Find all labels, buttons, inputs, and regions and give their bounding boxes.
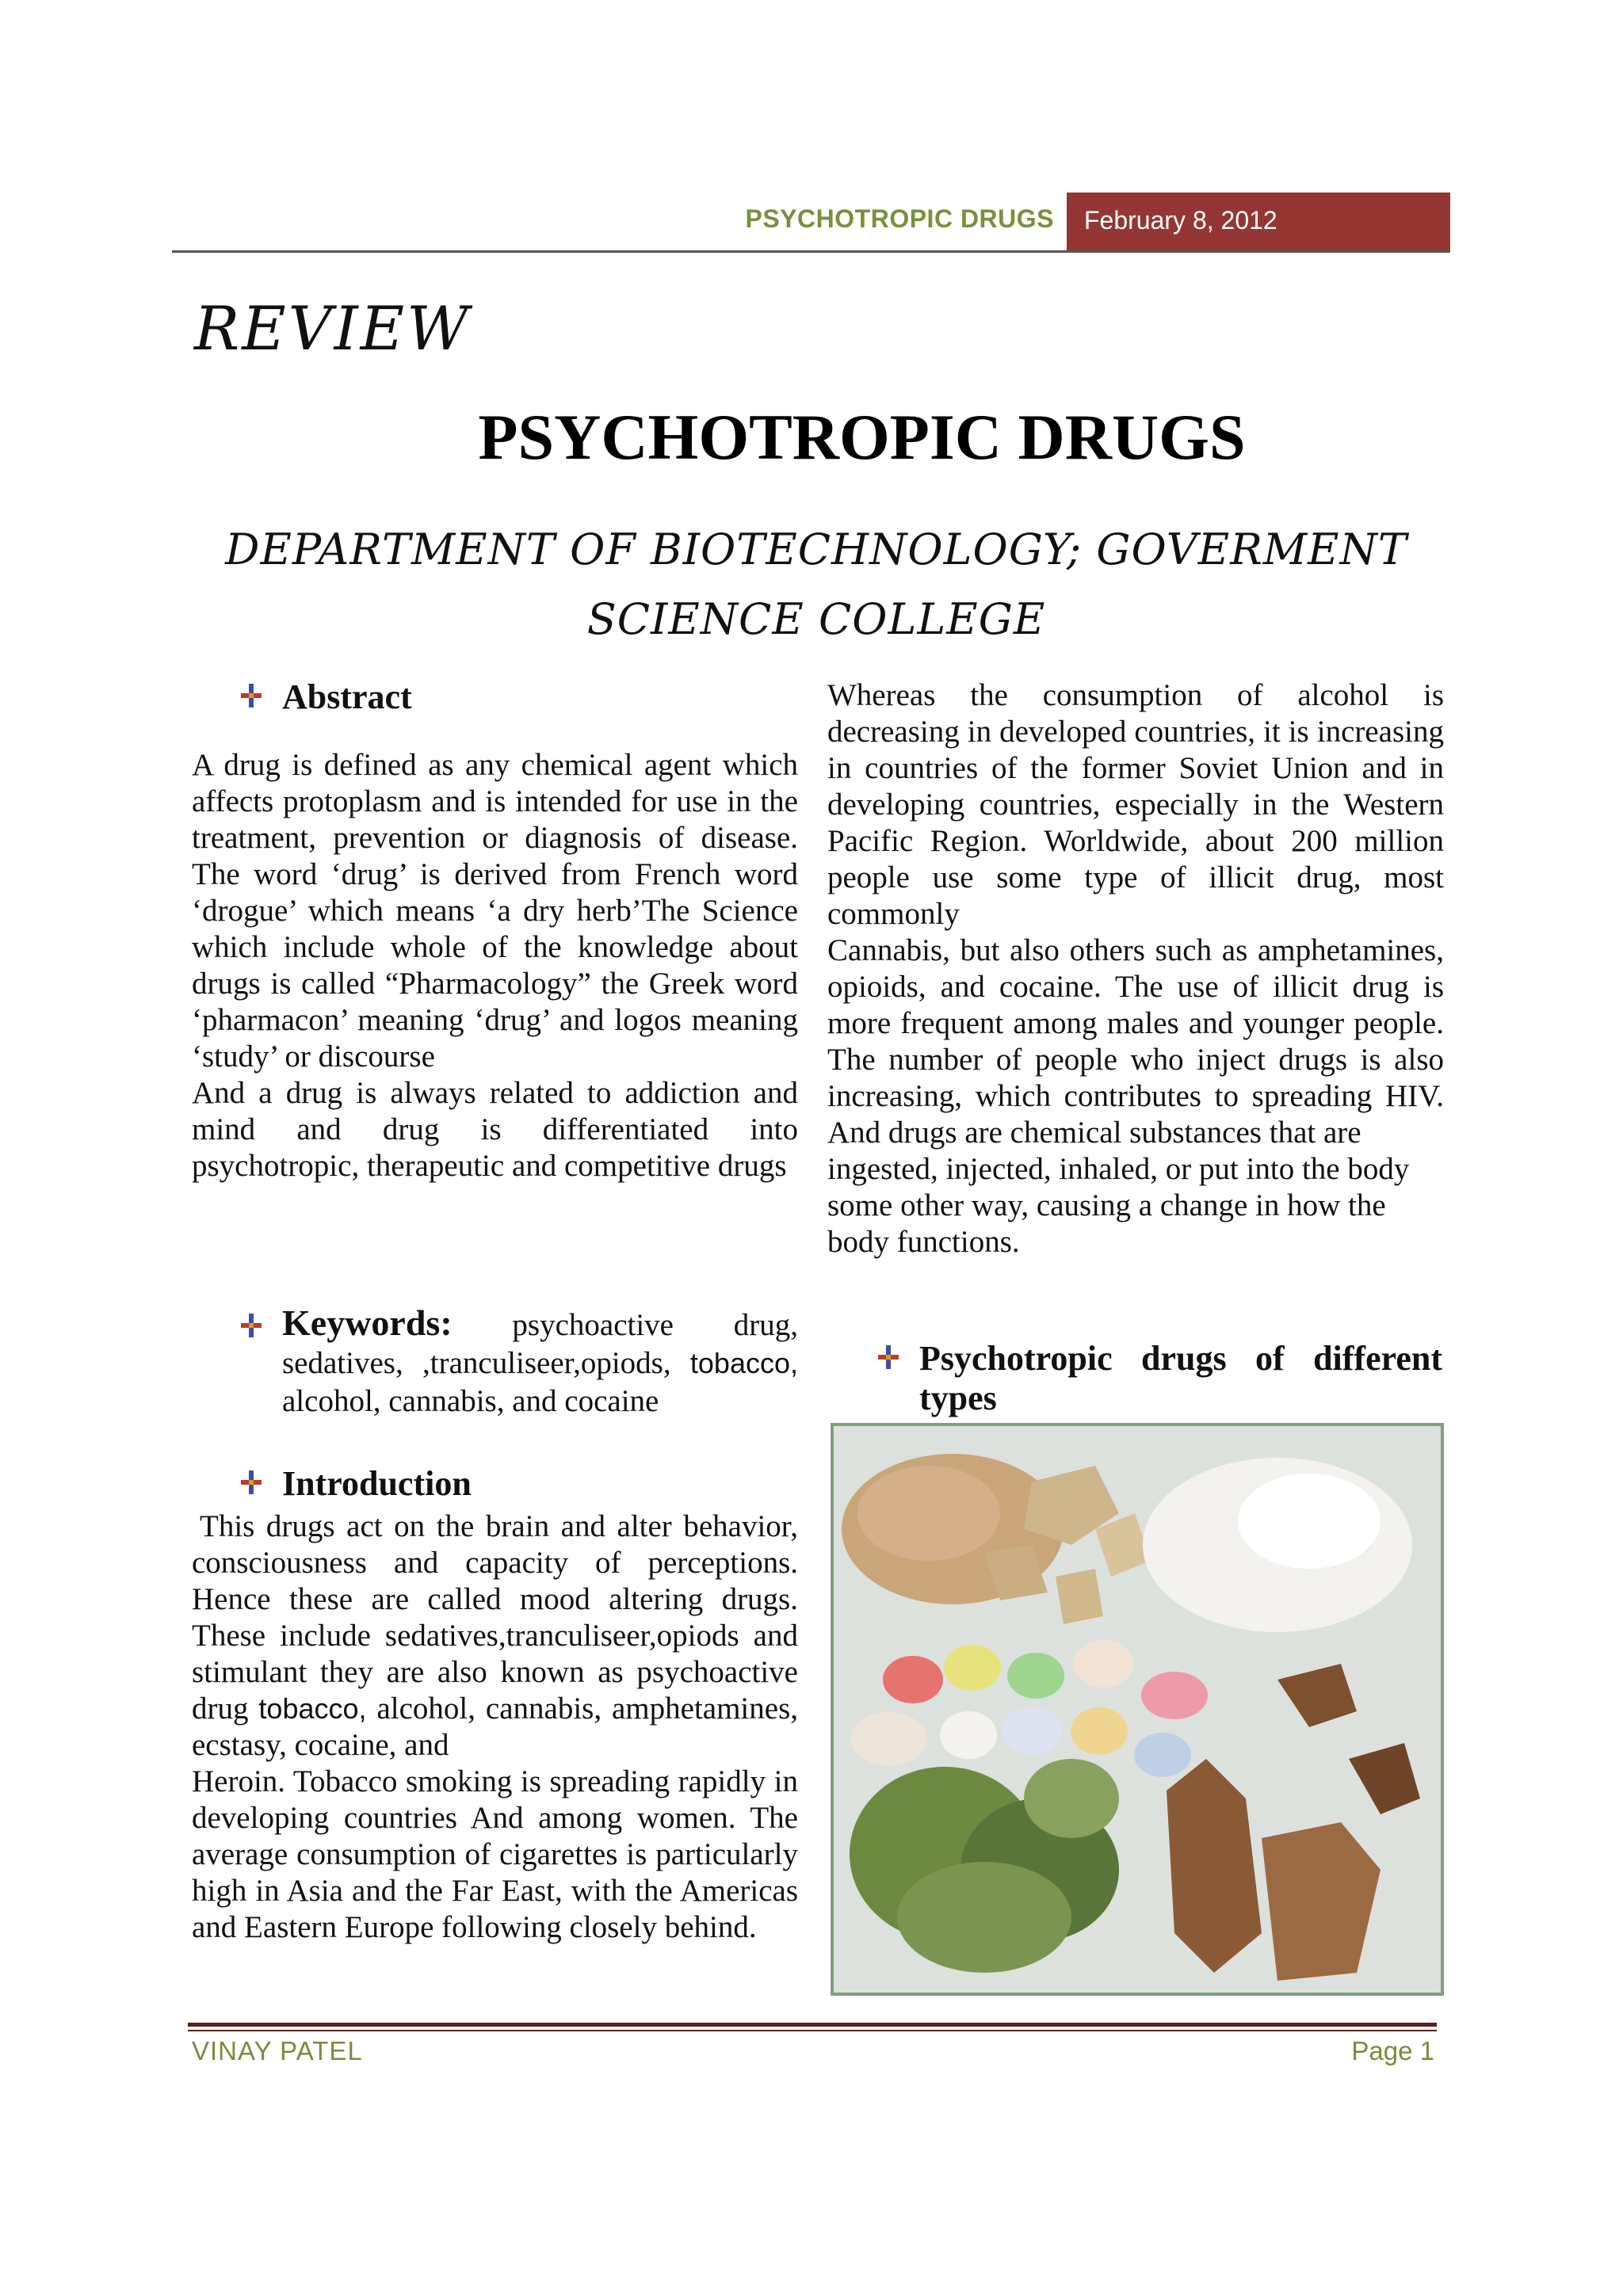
keywords-section — [238, 1304, 798, 1421]
types-heading-row — [875, 1339, 1444, 1418]
keywords-label: Keywords: — [282, 1302, 453, 1343]
bullet-cross-icon — [238, 1312, 265, 1339]
drugs-photo — [831, 1423, 1444, 1996]
abstract-section — [192, 677, 798, 1184]
abstract-paragraph-2: And a drug is always related to addiction and mind and drug is differentiated into psychotropic, therapeutic and competitive drugs — [192, 1076, 798, 1183]
keywords-text — [282, 1304, 798, 1421]
header-date-box — [1067, 193, 1450, 251]
keywords-list-c: alcohol, cannabis, and cocaine — [282, 1384, 659, 1418]
introduction-heading-row — [238, 1464, 798, 1504]
abstract-heading: Abstract — [282, 677, 412, 716]
bullet-cross-icon — [238, 682, 265, 709]
introduction-text-a: This drugs act on the brain and alter behavior, consciousness and capacity of perceptions. Hence these are called mood altering drugs. These include sedatives,tranculiseer,opiods and stimulant they are also known as psychoactive drug — [192, 1509, 798, 1726]
abstract-heading-row — [238, 677, 798, 717]
right-paragraph-1: Whereas the consumption of alcohol is decreasing in developed countries, it is increasing in countries of the former Soviet Union and in developing countries, especially in the Western Pacific Region. Worldwide, about 200 million people use some type of illicit drug, most commonly — [827, 678, 1444, 931]
right-paragraph-3: ingested, injected, inhaled, or put into the body some other way, causing a change in how the body functions. — [827, 1152, 1410, 1259]
types-section — [827, 1339, 1444, 1418]
right-column-text — [827, 677, 1444, 1261]
footer-rule-thick — [188, 2023, 1437, 2027]
main-title: PSYCHOTROPIC DRUGS — [478, 401, 1246, 473]
header-rule — [172, 250, 1450, 253]
department-line: DEPARTMENT OF BIOTECHNOLOGY; GOVERMENT SCIENCE COLLEGE — [225, 524, 1407, 644]
keywords-list-b: tobacco, — [689, 1347, 798, 1379]
footer-author: VINAY PATEL — [192, 2036, 363, 2065]
introduction-paragraph-2: Heroin. Tobacco smoking is spreading rapidly in developing countries And among women. The average consumption of cigarettes is particularly high in Asia and the Far East, with the Americas and Eastern Europe following closely behind. — [192, 1764, 798, 1944]
drugs-photo-illustration — [834, 1426, 1441, 1993]
bullet-cross-icon — [875, 1344, 902, 1371]
keywords-row — [238, 1304, 798, 1421]
abstract-paragraph-1: A drug is defined as any chemical agent which affects protoplasm and is intended for use in the treatment, prevention or diagnosis of disease. The word ‘drug’ is derived from French word ‘drogue’ which means ‘a dry herb’The Science which include whole of the knowledge about drugs is called “Pharmacology” the Greek word ‘pharmacon’ meaning ‘drug’ and logos meaning ‘study’ or discourse — [192, 748, 798, 1074]
review-label: REVIEW — [194, 293, 472, 364]
introduction-paragraph-1 — [192, 1508, 798, 1764]
keywords-list-a: psychoactive drug, sedatives, ,tranculiseer,opiods, — [282, 1308, 798, 1380]
introduction-section — [192, 1464, 798, 1946]
footer-rule-thin — [188, 2030, 1437, 2031]
right-paragraph-2: Cannabis, but also others such as amphetamines, opioids, and cocaine. The use of illicit drug is more frequent among males and younger people. The number of people who inject drugs is also increasing, which contributes to spreading HIV. And drugs are chemical substances that are — [827, 933, 1444, 1150]
introduction-text-c: alcohol, cannabis, amphetamines, ecstasy, cocaine, and — [192, 1691, 799, 1762]
introduction-text-b: tobacco, — [258, 1692, 367, 1725]
introduction-heading: Introduction — [282, 1464, 472, 1503]
header-date: February 8, 2012 — [1084, 206, 1277, 235]
bullet-cross-icon — [238, 1469, 265, 1496]
types-heading: Psychotropic drugs of different types — [919, 1339, 1442, 1417]
running-header-title: PSYCHOTROPIC DRUGS — [745, 204, 1054, 233]
footer-page-number: Page 1 — [1351, 2036, 1434, 2065]
